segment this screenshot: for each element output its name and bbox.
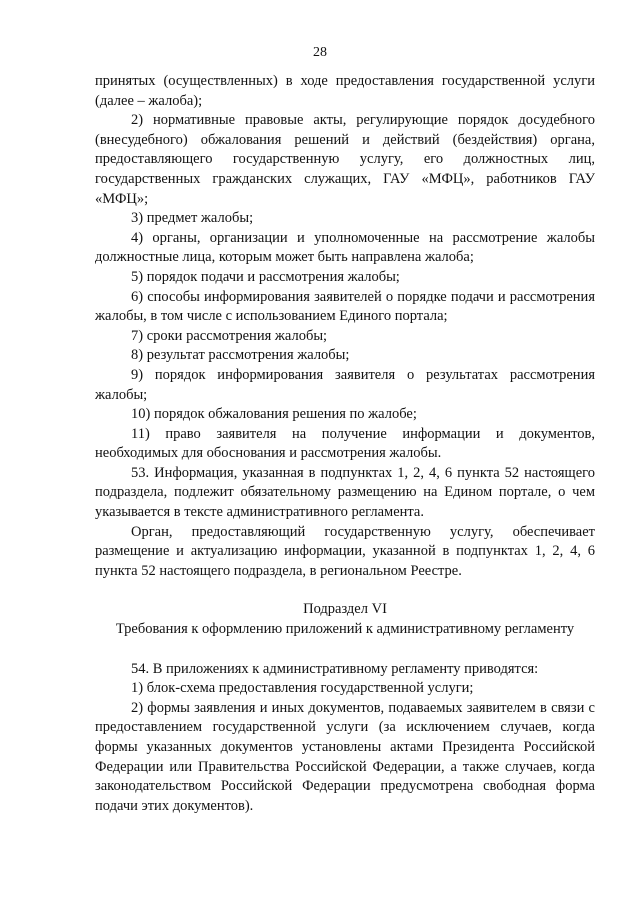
section-heading bbox=[95, 600, 595, 639]
page-number: 28 bbox=[313, 45, 327, 60]
paragraph: 1) блок-схема предоставления государственной услуги; bbox=[131, 680, 474, 697]
paragraph: 2) формы заявления и иных документов, подаваемых заявителем в связи с предоставлением государственной услуги (за исключением случаев, когда формы указанных документов установлены актами Президента Российской Федерации или Правительства Российской Федерации, а также случаев, когда законодательством Российской Федерации предусмотрена свободная форма подачи этих документов). bbox=[95, 699, 595, 814]
section-subtitle: Требования к оформлению приложений к административному регламенту bbox=[115, 621, 575, 638]
section-title: Подраздел VI bbox=[303, 601, 387, 618]
paragraph: 8) результат рассмотрения жалобы; bbox=[131, 347, 350, 364]
paragraph: 4) органы, организации и уполномоченные на рассмотрение жалобы должностные лица, которым может быть направлена жалоба; bbox=[95, 229, 595, 266]
paragraph: 54. В приложениях к административному регламенту приводятся: bbox=[131, 660, 539, 677]
paragraph: 7) сроки рассмотрения жалобы; bbox=[131, 327, 328, 344]
paragraph: 5) порядок подачи и рассмотрения жалобы; bbox=[131, 268, 400, 285]
paragraph: принятых (осуществленных) в ходе предоставления государственной услуги (далее – жалоба); bbox=[95, 73, 595, 109]
paragraph: 11) право заявителя на получение информации и документов, необходимых для обоснования и рассмотрения жалобы. bbox=[95, 425, 595, 462]
paragraph: 2) нормативные правовые акты, регулирующие порядок досудебного (внесудебного) обжалования решений и действий (бездействия) органа, предоставляющего государственную услугу, его должностных лиц, государственных гражданских служащих, ГАУ «МФЦ», работников ГАУ «МФЦ»; bbox=[95, 112, 595, 207]
paragraph: Орган, предоставляющий государственную услугу, обеспечивает размещение и актуализацию информации, указанной в подпунктах 1, 2, 4, 6 пункта 52 настоящего подраздела, в региональном Реестре. bbox=[95, 523, 595, 579]
paragraph: 9) порядок информирования заявителя о результатах рассмотрения жалобы; bbox=[95, 366, 595, 403]
paragraph: 3) предмет жалобы; bbox=[131, 210, 254, 227]
document-body bbox=[95, 72, 595, 816]
section-body bbox=[95, 660, 595, 817]
paragraph: 53. Информация, указанная в подпунктах 1, 2, 4, 6 пункта 52 настоящего подраздела, подлежит обязательному размещению на Едином портале, о чем указывается в тексте административного регламента. bbox=[95, 464, 595, 521]
paragraph: 10) порядок обжалования решения по жалобе; bbox=[131, 406, 417, 423]
paragraph: 6) способы информирования заявителей о порядке подачи и рассмотрения жалобы, в том числе с использованием Единого портала; bbox=[95, 288, 595, 325]
